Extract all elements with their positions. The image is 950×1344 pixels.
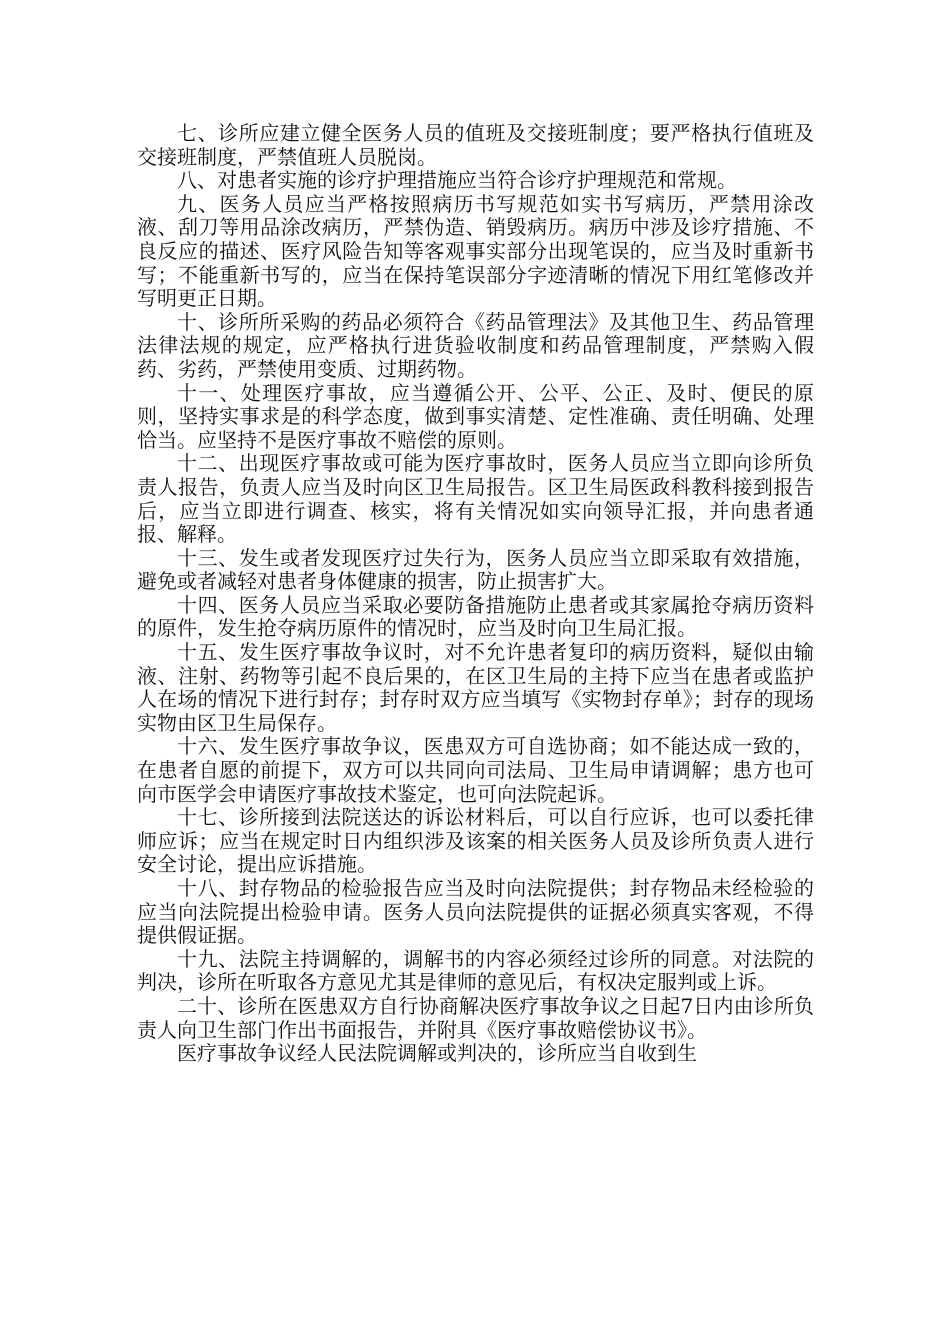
paragraph-16: 十六、发生医疗事故争议，医患双方可自选协商；如不能达成一致的，在患者自愿的前提下，双方可以共同向司法局、卫生局申请调解；患方也可向市医学会申请医疗事故技术鉴定，也可向法院起诉。 xyxy=(137,734,814,806)
paragraph-17: 十七、诊所接到法院送达的诉讼材料后，可以自行应诉，也可以委托律师应诉；应当在规定时日内组织涉及该案的相关医务人员及诊所负责人进行安全讨论，提出应诉措施。 xyxy=(137,805,814,877)
paragraph-10: 十、诊所所采购的药品必须符合《药品管理法》及其他卫生、药品管理法律法规的规定，应严格执行进货验收制度和药品管理制度，严禁购入假药、劣药，严禁使用变质、过期药物。 xyxy=(137,309,814,381)
paragraph-9: 九、医务人员应当严格按照病历书写规范如实书写病历，严禁用涂改液、刮刀等用品涂改病历，严禁伪造、销毁病历。病历中涉及诊疗措施、不良反应的描述、医疗风险告知等客观事实部分出现笔误的，应当及时重新书写；不能重新书写的，应当在保持笔误部分字迹清晰的情况下用红笔修改并写明更正日期。 xyxy=(137,191,814,311)
paragraph-18: 十八、封存物品的检验报告应当及时向法院提供；封存物品未经检验的应当向法院提出检验申请。医务人员向法院提供的证据必须真实客观，不得提供假证据。 xyxy=(137,876,814,948)
paragraph-7: 七、诊所应建立健全医务人员的值班及交接班制度；要严格执行值班及交接班制度，严禁值班人员脱岗。 xyxy=(137,121,814,169)
paragraph-continuation: 医疗事故争议经人民法院调解或判决的，诊所应当自收到生 xyxy=(177,1041,697,1066)
paragraph-15: 十五、发生医疗事故争议时，对不允许患者复印的病历资料，疑似由输液、注射、药物等引起不良后果的，在区卫生局的主持下应当在患者或监护人在场的情况下进行封存；封存时双方应当填写《实物封存单》；封存的现场实物由区卫生局保存。 xyxy=(137,640,814,735)
paragraph-8: 八、对患者实施的诊疗护理措施应当符合诊疗护理规范和常规。 xyxy=(177,168,737,193)
paragraph-20: 二十、诊所在医患双方自行协商解决医疗事故争议之日起7日内由诊所负责人向卫生部门作出书面报告，并附具《医疗事故赔偿协议书》。 xyxy=(137,993,814,1042)
document-page xyxy=(137,122,814,1066)
paragraph-19: 十九、法院主持调解的，调解书的内容必须经过诊所的同意。对法院的判决，诊所在听取各方意见尤其是律师的意见后，有权决定服判或上诉。 xyxy=(137,946,814,995)
paragraph-11: 十一、处理医疗事故，应当遵循公开、公平、公正、及时、便民的原则，坚持实事求是的科学态度，做到事实清楚、定性准确、责任明确、处理恰当。应坚持不是医疗事故不赔偿的原则。 xyxy=(137,380,814,452)
paragraph-13: 十三、发生或者发现医疗过失行为，医务人员应当立即采取有效措施，避免或者减轻对患者身体健康的损害，防止损害扩大。 xyxy=(137,545,814,594)
paragraph-12: 十二、出现医疗事故或可能为医疗事故时，医务人员应当立即向诊所负责人报告，负责人应当及时向区卫生局报告。区卫生局医政科教科接到报告后，应当立即进行调查、核实，将有关情况如实向领导汇报，并向患者通报、解释。 xyxy=(137,451,814,547)
paragraph-14: 十四、医务人员应当采取必要防备措施防止患者或其家属抢夺病历资料的原件，发生抢夺病历原件的情况时，应当及时向卫生局汇报。 xyxy=(137,592,814,641)
